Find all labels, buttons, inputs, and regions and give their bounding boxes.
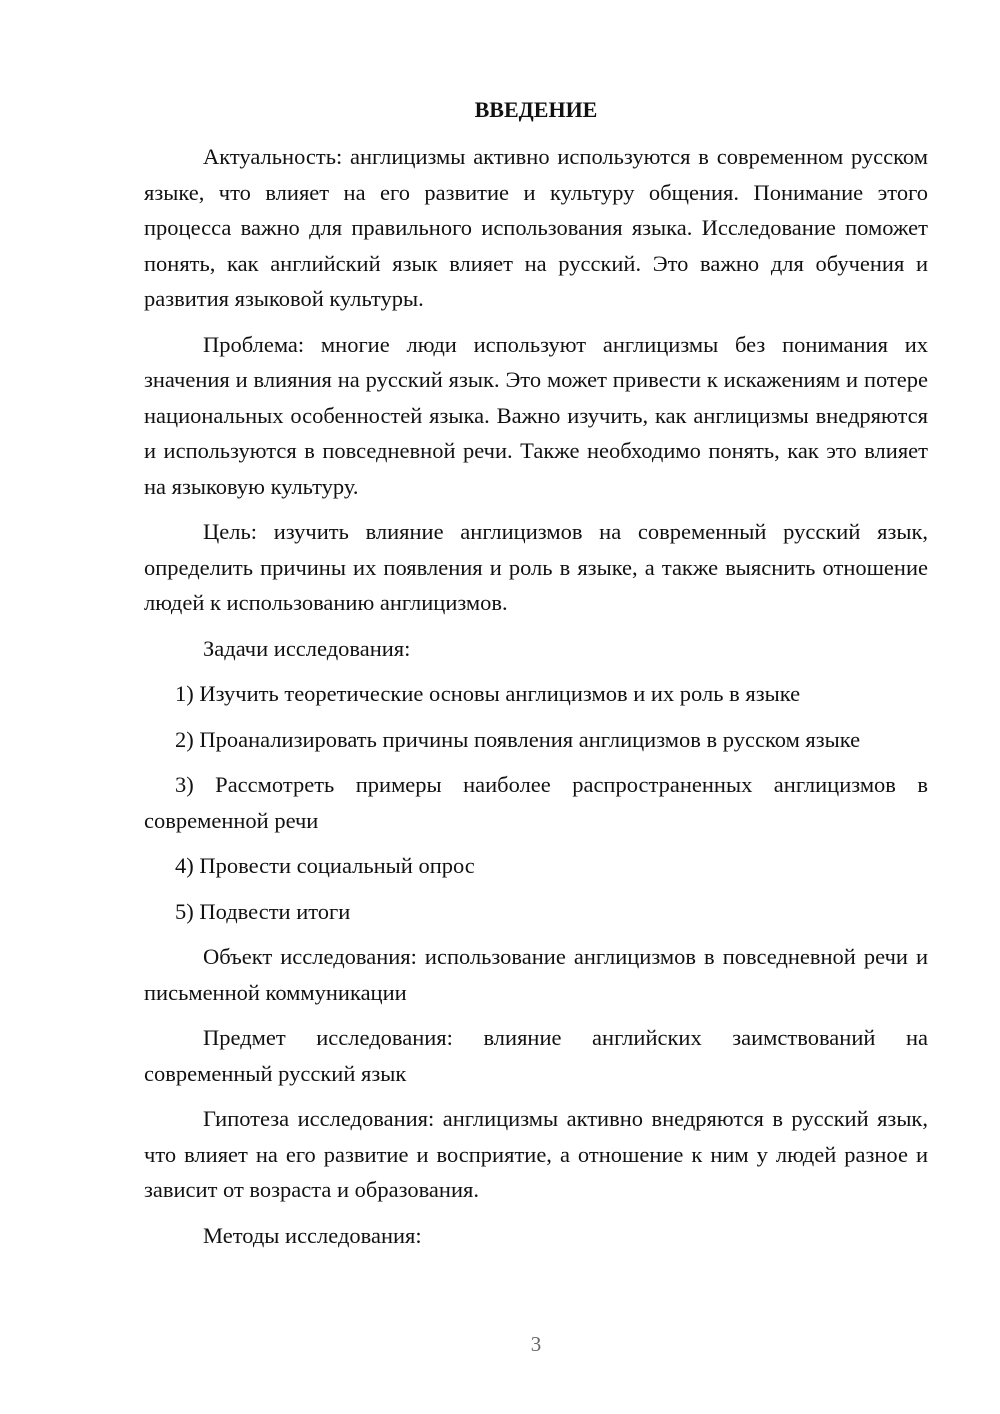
problem-paragraph: Проблема: многие люди используют англицизмы без понимания их значения и влияния на русский язык. Это может привести к искажениям и потере национальных особенностей языка. Важно изучить, как англицизмы внедряются и используются в повседневной речи. Также необходимо понять, как это влияет на языковую культуру.	[144, 331, 928, 499]
task-item: 2) Проанализировать причины появления англицизмов в русском языке	[175, 726, 861, 752]
task-item: 4) Провести социальный опрос	[175, 853, 475, 878]
methods-title: Методы исследования:	[203, 1222, 422, 1248]
task-item: 1) Изучить теоретические основы англицизмов и их роль в языке	[175, 681, 801, 706]
object-paragraph: Объект исследования: использование англицизмов в повседневной речи и письменной коммуникации	[144, 944, 928, 1005]
task-item: 3) Рассмотреть примеры наиболее распространенных англицизмов в современной речи	[144, 772, 928, 833]
page-number: 3	[530, 1332, 542, 1356]
section-heading: ВВЕДЕНИЕ	[474, 97, 598, 122]
subject-paragraph: Предмет исследования: влияние английских заимствований на современный русский язык	[144, 1025, 928, 1086]
task-item: 5) Подвести итоги	[175, 898, 351, 924]
tasks-title: Задачи исследования:	[203, 635, 411, 661]
relevance-paragraph: Актуальность: англицизмы активно используются в современном русском языке, что влияет на его развитие и культуру общения. Понимание этого процесса важно для правильного использования языка. Исследование поможет понять, как английский язык влияет на русский. Это важно для обучения и развития языковой культуры.	[144, 144, 928, 311]
hypothesis-paragraph: Гипотеза исследования: англицизмы активно внедряются в русский язык, что влияет на его развитие и восприятие, а отношение к ним у людей разное и зависит от возраста и образования.	[144, 1106, 928, 1202]
goal-paragraph: Цель: изучить влияние англицизмов на современный русский язык, определить причины их появления и роль в языке, а также выяснить отношение людей к использованию англицизмов.	[144, 519, 928, 615]
page-content	[144, 92, 928, 1263]
